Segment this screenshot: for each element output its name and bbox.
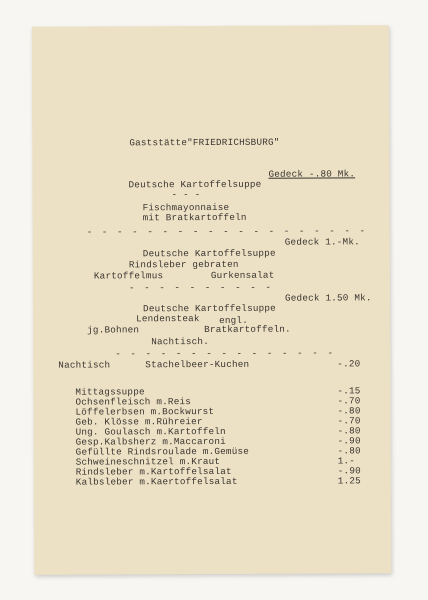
dish-price: -.70: [337, 395, 361, 407]
dish-name: Löffelerbsen m.Bockwurst: [75, 405, 215, 418]
menu-sheet: [32, 25, 391, 575]
dish-name: Rindsleber m.Kartoffelsalat: [75, 465, 232, 478]
dish-price: 1.-: [337, 455, 356, 467]
dish-price: -.90: [337, 465, 361, 477]
menu-3-line: Nachtisch.: [151, 336, 210, 348]
dessert-price: -.20: [337, 358, 361, 370]
menu-3-line: engl.: [219, 314, 249, 326]
dish-name: Geb. Klösse m.Rühreier: [75, 416, 203, 428]
menu-3-line: Lendensteak: [136, 313, 200, 325]
dish-price: -.80: [337, 445, 361, 457]
dish-name: Mittagssuppe: [75, 386, 145, 398]
dish-price: 1.25: [337, 475, 361, 487]
menu-1-line: mit Bratkartoffeln: [142, 211, 247, 224]
dish-price: -.70: [337, 415, 361, 427]
separator: - - - - - - - - - - - - - - - - - - -: [86, 225, 368, 238]
menu-1-line: - - -: [171, 189, 201, 201]
menu-3-line: jg.Bohnen: [87, 324, 140, 336]
dish-price: -.90: [337, 435, 361, 447]
dish-name: Gesp.Kalbsherz m.Maccaroni: [75, 435, 226, 448]
menu-3-line: Bratkartoffeln.: [204, 323, 291, 336]
dish-name: Gefüllte Rindsroulade m.Gemüse: [75, 445, 250, 458]
dish-name: Kalbsleber m.Kaertoffelsalat: [75, 475, 238, 488]
dish-price: -.80: [337, 425, 361, 437]
restaurant-title: Gaststätte"FRIEDRICHSBURG": [129, 136, 280, 149]
dish-price: -.80: [337, 405, 361, 417]
dessert-item: Stachelbeer-Kuchen: [145, 358, 250, 371]
menu-1-line: Deutsche Kartoffelsuppe: [128, 178, 262, 191]
menu-3-price: Gedeck 1.50 Mk.: [284, 292, 372, 304]
menu-2-line: Gurkensalat: [210, 269, 275, 282]
menu-3-line: Deutsche Kartoffelsuppe: [143, 302, 276, 315]
dish-name: Ung. Goulasch m.Kartoffeln: [75, 425, 226, 438]
separator: - - - - - - - - - -: [128, 281, 273, 294]
dish-name: Schweineschnitzel m.Kraut: [75, 455, 221, 468]
menu-2-line: Rindsleber gebraten: [128, 258, 239, 271]
dessert-label: Nachtisch: [58, 359, 111, 371]
dish-name: Ochsenfleisch m.Reis: [75, 396, 192, 408]
menu-2-price: Gedeck 1.-Mk.: [284, 236, 360, 248]
menu-2-line: Deutsche Kartoffelsuppe: [142, 247, 276, 260]
menu-2-line: Kartoffelmus: [93, 270, 164, 282]
dish-price: -.15: [337, 385, 361, 397]
menu-1-line: Fischmayonnaise: [142, 201, 230, 214]
menu-1-price: Gedeck -.80 Mk.: [268, 168, 356, 180]
separator: - - - - - - - - - - - - - - -: [115, 347, 336, 360]
